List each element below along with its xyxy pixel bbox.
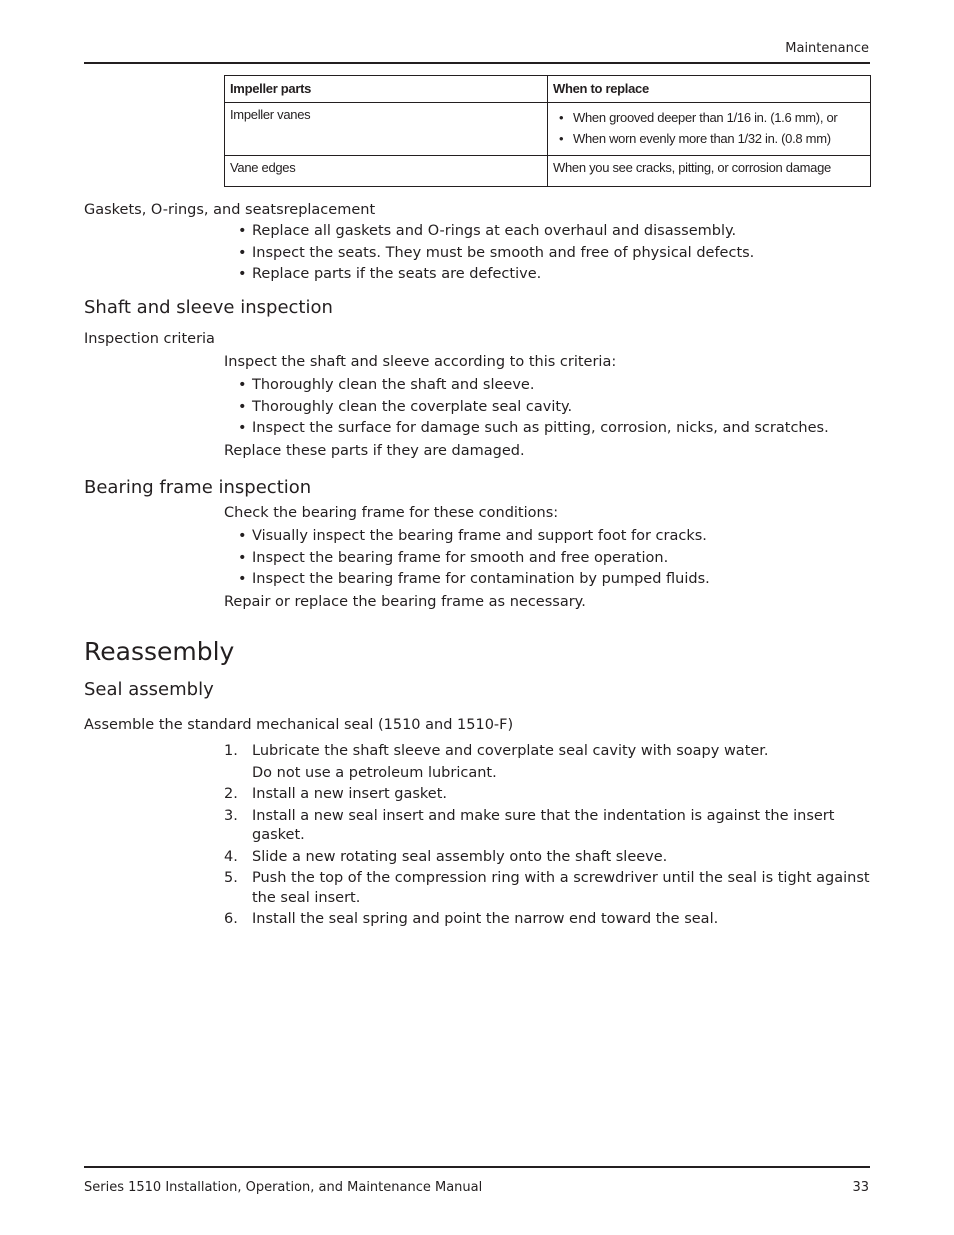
step-note: Do not use a petroleum lubricant. <box>252 764 497 781</box>
list-item: • Inspect the seats. They must be smooth and free of physical defects. <box>238 245 754 267</box>
step-number: 4. <box>224 848 238 865</box>
list-item: • Thoroughly clean the coverplate seal cavity. <box>238 399 829 421</box>
reassembly-heading: Reassembly <box>84 637 235 666</box>
gaskets-heading: Gaskets, O-rings, and seatsreplacement <box>84 202 376 218</box>
step-number: 5. <box>224 870 238 886</box>
shaft-heading: Shaft and sleeve inspection <box>84 297 333 318</box>
part-name: Impeller vanes <box>230 107 311 122</box>
step-number: 1. <box>224 743 238 759</box>
footer-rule <box>84 1166 870 1168</box>
criteria-item: • When grooved deeper than 1/16 in. (1.6 mm), or <box>573 107 865 128</box>
list-item: • Replace parts if the seats are defective. <box>238 266 754 288</box>
bearing-list <box>238 528 710 593</box>
page-number: 33 <box>852 1180 869 1195</box>
step-item <box>224 910 870 930</box>
table-header-cell: Impeller parts <box>225 76 548 103</box>
criteria-item: • When worn evenly more than 1/32 in. (0.8 mm) <box>573 128 865 149</box>
table-header-cell: When to replace <box>548 76 871 103</box>
step-item <box>224 807 870 846</box>
table-cell <box>548 103 871 156</box>
list-item: • Thoroughly clean the shaft and sleeve. <box>238 377 829 399</box>
running-header: Maintenance <box>785 41 869 56</box>
step-item <box>224 742 870 783</box>
step-text: Lubricate the shaft sleeve and coverplate seal cavity with soapy water. <box>252 743 769 759</box>
bearing-heading: Bearing frame inspection <box>84 477 312 498</box>
step-number: 3. <box>224 807 238 824</box>
header-rule <box>84 62 870 64</box>
criteria-text: When you see cracks, pitting, or corrosion damage <box>553 160 831 175</box>
gaskets-list <box>238 223 754 288</box>
step-item <box>224 869 870 908</box>
shaft-list <box>238 377 829 442</box>
shaft-outro: Replace these parts if they are damaged. <box>224 443 525 459</box>
part-name: Vane edges <box>230 160 296 175</box>
step-item <box>224 785 870 805</box>
list-item: • Inspect the bearing frame for smooth and free operation. <box>238 550 710 572</box>
step-text: Install the seal spring and point the narrow end toward the seal. <box>252 911 719 927</box>
bearing-intro: Check the bearing frame for these conditions: <box>224 505 559 521</box>
step-text: Push the top of the compression ring with a screwdriver until the seal is tight against the seal insert. <box>252 870 870 906</box>
procedure-heading: Assemble the standard mechanical seal (1510 and 1510-F) <box>84 717 514 733</box>
list-item: • Inspect the bearing frame for contamination by pumped fluids. <box>238 571 710 593</box>
seal-assembly-heading: Seal assembly <box>84 679 214 700</box>
step-item <box>224 848 870 868</box>
bearing-outro: Repair or replace the bearing frame as necessary. <box>224 594 586 610</box>
step-text: Install a new insert gasket. <box>252 786 448 802</box>
inspection-criteria-heading: Inspection criteria <box>84 331 215 347</box>
footer-title: Series 1510 Installation, Operation, and Maintenance Manual <box>84 1180 483 1195</box>
seal-steps-list <box>224 742 870 932</box>
step-text: Slide a new rotating seal assembly onto the shaft sleeve. <box>252 848 668 865</box>
list-item: • Replace all gaskets and O-rings at each overhaul and disassembly. <box>238 223 754 245</box>
table-header-row <box>225 76 871 103</box>
table-cell <box>225 156 548 187</box>
step-number: 6. <box>224 911 238 927</box>
shaft-intro: Inspect the shaft and sleeve according to this criteria: <box>224 354 617 370</box>
list-item: • Inspect the surface for damage such as pitting, corrosion, nicks, and scratches. <box>238 420 829 442</box>
step-number: 2. <box>224 786 238 802</box>
table-cell <box>548 156 871 187</box>
table-row <box>225 103 871 156</box>
table-row <box>225 156 871 187</box>
step-text: Install a new seal insert and make sure that the indentation is against the insert gasket. <box>252 807 835 843</box>
table-cell <box>225 103 548 156</box>
impeller-parts-table <box>224 75 871 187</box>
criteria-list <box>553 107 865 149</box>
list-item: • Visually inspect the bearing frame and support foot for cracks. <box>238 528 710 550</box>
